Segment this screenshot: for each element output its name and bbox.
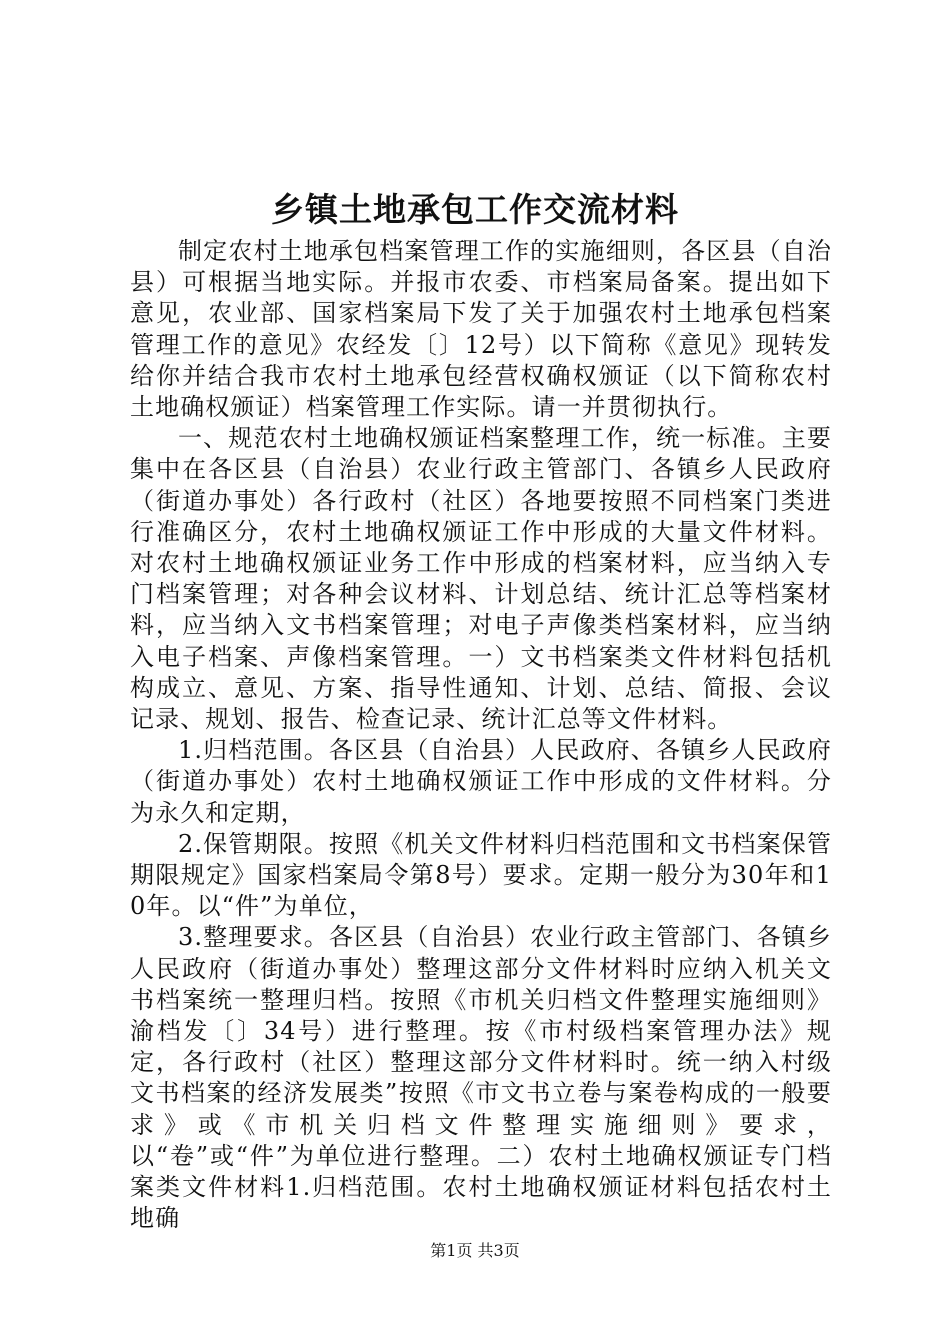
paragraph-intro: 制定农村土地承包档案管理工作的实施细则，各区县（自治县）可根据当地实际。并报市农委、市档案局备案。提出如下意见，农业部、国家档案局下发了关于加强农村土地承包档案管理工作的意见》农经发〔〕12号）以下简称《意见》现转发给你并结合我市农村土地承包经营权确权颁证（以下简称农村土地确权颁证）档案管理工作实际。请一并贯彻执行。 — [130, 237, 832, 422]
document-title: 乡镇土地承包工作交流材料 — [271, 190, 679, 229]
paragraph-item-2: 2.保管期限。按照《机关文件材料归档范围和文书档案保管期限规定》国家档案局令第8号）要求。定期一般分为30年和10年。以“件”为单位， — [130, 829, 832, 921]
paragraph-section-1: 一、规范农村土地确权颁证档案整理工作，统一标准。主要集中在各区县（自治县）农业行政主管部门、各镇乡人民政府（街道办事处）各行政村（社区）各地要按照不同档案门类进行准确区分，农村土地确权颁证工作中形成的大量文件材料。对农村土地确权颁证业务工作中形成的档案材料，应当纳入专门档案管理；对各种会议材料、计划总结、统计汇总等档案材料，应当纳入文书档案管理；对电子声像类档案材料，应当纳入电子档案、声像档案管理。一）文书档案类文件材料包括机构成立、意见、方案、指导性通知、计划、总结、简报、会议记录、规划、报告、检查记录、统计汇总等文件材料。 — [130, 424, 832, 734]
paragraph-item-1: 1.归档范围。各区县（自治县）人民政府、各镇乡人民政府（街道办事处）农村土地确权颁证工作中形成的文件材料。分为永久和定期， — [130, 736, 832, 827]
document-body — [130, 236, 832, 1235]
paragraph-item-3: 3.整理要求。各区县（自治县）农业行政主管部门、各镇乡人民政府（街道办事处）整理这部分文件材料时应纳入机关文书档案统一整理归档。按照《市机关归档文件整理实施细则》渝档发〔〕34号）进行整理。按《市村级档案管理办法》规定，各行政村（社区）整理这部分文件材料时。统一纳入村级文书档案的经济发展类”按照《市文书立卷与案卷构成的一般要求》或《市机关归档文件整理实施细则》要求，以“卷”或“件”为单位进行整理。二）农村土地确权颁证专门档案类文件材料1.归档范围。农村土地确权颁证材料包括农村土地确 — [130, 923, 832, 1233]
page-number-footer: 第1页 共3页 — [430, 1241, 520, 1260]
